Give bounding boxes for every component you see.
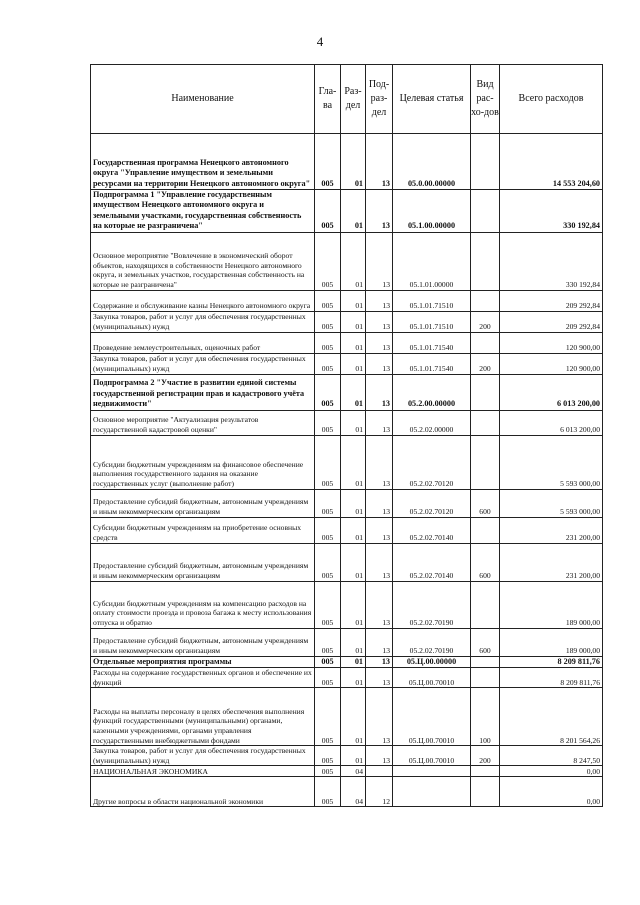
cell-vid — [471, 134, 500, 190]
cell-razdel: 01 — [341, 190, 366, 233]
cell-podrazdel: 13 — [366, 232, 393, 290]
cell-total: 5 593 000,00 — [500, 489, 603, 517]
cell-total: 8 209 811,76 — [500, 656, 603, 667]
cell-razdel: 01 — [341, 517, 366, 543]
cell-article: 05.1.01.71540 — [393, 332, 471, 353]
cell-article: 05.2.02.70120 — [393, 435, 471, 489]
cell-name: Предоставление субсидий бюджетным, автономным учреждениям и иным некоммерческим организациям — [91, 543, 315, 581]
cell-name: Государственная программа Ненецкого автономного округа "Управление имуществом и земельными ресурсами на территории Ненецкого автономного округа" — [91, 134, 315, 190]
column-header-razdel: Раз-дел — [341, 65, 366, 134]
cell-name: Расходы на выплаты персоналу в целях обеспечения выполнения функций государственными (муниципальными) органами, казенными учреждениями, органами управления государственными внебюджетными фондами — [91, 688, 315, 746]
cell-glava: 005 — [315, 628, 341, 656]
cell-podrazdel: 13 — [366, 311, 393, 332]
cell-razdel: 01 — [341, 290, 366, 311]
column-header-glava: Гла-ва — [315, 65, 341, 134]
cell-glava: 005 — [315, 766, 341, 777]
cell-vid: 600 — [471, 543, 500, 581]
cell-article: 05.2.02.00000 — [393, 410, 471, 435]
table-row — [91, 232, 603, 290]
cell-podrazdel: 13 — [366, 688, 393, 746]
column-header-podrazdel: Под-раз-дел — [366, 65, 393, 134]
cell-podrazdel: 12 — [366, 777, 393, 807]
cell-glava: 005 — [315, 746, 341, 766]
cell-glava: 005 — [315, 311, 341, 332]
cell-glava: 005 — [315, 134, 341, 190]
cell-podrazdel: 13 — [366, 190, 393, 233]
cell-vid — [471, 581, 500, 628]
cell-razdel: 01 — [341, 668, 366, 688]
table-row — [91, 353, 603, 374]
table-body — [91, 134, 603, 807]
cell-name: Субсидии бюджетным учреждениям на финансовое обеспечение выполнения государственного задания на оказание государственных услуг (выполнение работ) — [91, 435, 315, 489]
table-row — [91, 435, 603, 489]
cell-total: 8 209 811,76 — [500, 668, 603, 688]
cell-podrazdel: 13 — [366, 332, 393, 353]
table-row — [91, 332, 603, 353]
cell-name: Закупка товаров, работ и услуг для обеспечения государственных (муниципальных) нужд — [91, 311, 315, 332]
cell-total: 120 900,00 — [500, 332, 603, 353]
cell-razdel: 01 — [341, 581, 366, 628]
cell-razdel: 04 — [341, 777, 366, 807]
cell-glava: 005 — [315, 232, 341, 290]
cell-vid: 100 — [471, 688, 500, 746]
cell-vid — [471, 290, 500, 311]
cell-podrazdel: 13 — [366, 517, 393, 543]
column-header-vid: Вид рас-хо-дов — [471, 65, 500, 134]
table-row — [91, 374, 603, 410]
cell-article: 05.2.02.70140 — [393, 517, 471, 543]
cell-total: 0,00 — [500, 777, 603, 807]
cell-name: Подпрограмма 2 "Участие в развитии единой системы государственной регистрации прав и кадастрового учёта недвижимости" — [91, 374, 315, 410]
cell-total: 6 013 200,00 — [500, 374, 603, 410]
cell-podrazdel — [366, 766, 393, 777]
cell-glava: 005 — [315, 374, 341, 410]
table-row — [91, 190, 603, 233]
cell-glava: 005 — [315, 777, 341, 807]
cell-razdel: 01 — [341, 688, 366, 746]
cell-glava: 005 — [315, 410, 341, 435]
cell-article: 05.Ц.00.70010 — [393, 746, 471, 766]
cell-podrazdel: 13 — [366, 746, 393, 766]
cell-vid — [471, 766, 500, 777]
cell-glava: 005 — [315, 581, 341, 628]
cell-podrazdel: 13 — [366, 134, 393, 190]
cell-vid — [471, 435, 500, 489]
cell-article: 05.Ц.00.70010 — [393, 688, 471, 746]
cell-name: Подпрограмма 1 "Управление государственным имуществом Ненецкого автономного округа и земельными участками, государственная собственность на которые не разграничена" — [91, 190, 315, 233]
cell-glava: 005 — [315, 688, 341, 746]
cell-podrazdel: 13 — [366, 668, 393, 688]
cell-podrazdel: 13 — [366, 628, 393, 656]
table-row — [91, 489, 603, 517]
cell-name: Другие вопросы в области национальной экономики — [91, 777, 315, 807]
cell-podrazdel: 13 — [366, 581, 393, 628]
cell-razdel: 04 — [341, 766, 366, 777]
cell-glava: 005 — [315, 332, 341, 353]
cell-vid: 200 — [471, 746, 500, 766]
cell-vid — [471, 232, 500, 290]
cell-glava: 005 — [315, 656, 341, 667]
cell-vid — [471, 190, 500, 233]
cell-glava: 005 — [315, 435, 341, 489]
cell-total: 189 000,00 — [500, 628, 603, 656]
cell-podrazdel: 13 — [366, 435, 393, 489]
page-number: 4 — [316, 34, 324, 49]
cell-vid: 600 — [471, 489, 500, 517]
cell-razdel: 01 — [341, 332, 366, 353]
cell-name: Отдельные мероприятия программы — [91, 656, 315, 667]
cell-razdel: 01 — [341, 353, 366, 374]
table-row — [91, 311, 603, 332]
column-header-total: Всего расходов — [500, 65, 603, 134]
cell-vid — [471, 777, 500, 807]
cell-article: 05.2.02.70190 — [393, 581, 471, 628]
cell-name: Проведение землеустроительных, оценочных работ — [91, 332, 315, 353]
cell-glava: 005 — [315, 353, 341, 374]
cell-razdel: 01 — [341, 232, 366, 290]
cell-glava: 005 — [315, 543, 341, 581]
cell-razdel: 01 — [341, 374, 366, 410]
cell-total: 231 200,00 — [500, 543, 603, 581]
cell-vid — [471, 332, 500, 353]
cell-article — [393, 766, 471, 777]
cell-razdel: 01 — [341, 489, 366, 517]
table-row — [91, 746, 603, 766]
cell-glava: 005 — [315, 489, 341, 517]
cell-podrazdel: 13 — [366, 374, 393, 410]
cell-total: 209 292,84 — [500, 290, 603, 311]
cell-podrazdel: 13 — [366, 353, 393, 374]
cell-glava: 005 — [315, 668, 341, 688]
cell-article: 05.2.00.00000 — [393, 374, 471, 410]
cell-vid: 200 — [471, 311, 500, 332]
cell-name: Предоставление субсидий бюджетным, автономным учреждениям и иным некоммерческим организациям — [91, 628, 315, 656]
table-row — [91, 628, 603, 656]
cell-razdel: 01 — [341, 628, 366, 656]
cell-article: 05.1.01.00000 — [393, 232, 471, 290]
cell-vid — [471, 656, 500, 667]
cell-name: Основное мероприятие "Актуализация результатов государственной кадастровой оценки" — [91, 410, 315, 435]
table-row — [91, 134, 603, 190]
cell-vid — [471, 517, 500, 543]
cell-article: 05.2.02.70190 — [393, 628, 471, 656]
cell-total: 0,00 — [500, 766, 603, 777]
cell-article: 05.Ц.00.00000 — [393, 656, 471, 667]
cell-glava: 005 — [315, 290, 341, 311]
cell-article: 05.1.01.71510 — [393, 311, 471, 332]
cell-article: 05.2.02.70120 — [393, 489, 471, 517]
table-row — [91, 668, 603, 688]
cell-glava: 005 — [315, 190, 341, 233]
table-row — [91, 766, 603, 777]
table-row — [91, 656, 603, 667]
cell-vid: 600 — [471, 628, 500, 656]
cell-razdel: 01 — [341, 435, 366, 489]
cell-article: 05.Ц.00.70010 — [393, 668, 471, 688]
table-row — [91, 581, 603, 628]
cell-total: 209 292,84 — [500, 311, 603, 332]
cell-total: 14 553 204,60 — [500, 134, 603, 190]
cell-razdel: 01 — [341, 656, 366, 667]
cell-total: 8 201 564,26 — [500, 688, 603, 746]
cell-podrazdel: 13 — [366, 543, 393, 581]
cell-total: 120 900,00 — [500, 353, 603, 374]
column-header-name: Наименование — [91, 65, 315, 134]
table-row — [91, 290, 603, 311]
budget-table — [90, 64, 603, 807]
cell-vid — [471, 410, 500, 435]
column-header-article: Целевая статья — [393, 65, 471, 134]
table-row — [91, 543, 603, 581]
cell-total: 330 192,84 — [500, 232, 603, 290]
cell-name: Субсидии бюджетным учреждениям на приобретение основных средств — [91, 517, 315, 543]
cell-name: Закупка товаров, работ и услуг для обеспечения государственных (муниципальных) нужд — [91, 746, 315, 766]
cell-article: 05.1.00.00000 — [393, 190, 471, 233]
cell-name: Содержание и обслуживание казны Ненецкого автономного округа — [91, 290, 315, 311]
table-row — [91, 777, 603, 807]
table-row — [91, 410, 603, 435]
cell-total: 6 013 200,00 — [500, 410, 603, 435]
cell-name: Расходы на содержание государственных органов и обеспечение их функций — [91, 668, 315, 688]
cell-total: 330 192,84 — [500, 190, 603, 233]
cell-article — [393, 777, 471, 807]
cell-vid — [471, 668, 500, 688]
cell-article: 05.1.01.71510 — [393, 290, 471, 311]
cell-total: 189 000,00 — [500, 581, 603, 628]
cell-name: НАЦИОНАЛЬНАЯ ЭКОНОМИКА — [91, 766, 315, 777]
cell-razdel: 01 — [341, 746, 366, 766]
table-row — [91, 688, 603, 746]
cell-vid: 200 — [471, 353, 500, 374]
cell-razdel: 01 — [341, 543, 366, 581]
cell-podrazdel: 13 — [366, 489, 393, 517]
cell-total: 8 247,50 — [500, 746, 603, 766]
cell-total: 5 593 000,00 — [500, 435, 603, 489]
cell-vid — [471, 374, 500, 410]
table-header-row — [91, 65, 603, 134]
cell-total: 231 200,00 — [500, 517, 603, 543]
cell-razdel: 01 — [341, 134, 366, 190]
cell-podrazdel: 13 — [366, 410, 393, 435]
table-row — [91, 517, 603, 543]
cell-razdel: 01 — [341, 311, 366, 332]
cell-glava: 005 — [315, 517, 341, 543]
cell-article: 05.1.01.71540 — [393, 353, 471, 374]
cell-name: Предоставление субсидий бюджетным, автономным учреждениям и иным некоммерческим организациям — [91, 489, 315, 517]
cell-name: Закупка товаров, работ и услуг для обеспечения государственных (муниципальных) нужд — [91, 353, 315, 374]
cell-podrazdel: 13 — [366, 656, 393, 667]
cell-article: 05.2.02.70140 — [393, 543, 471, 581]
cell-name: Основное мероприятие "Вовлечение в экономический оборот объектов, находящихся в собственности Ненецкого автономного округа, и земельных участков, государственная собственность на которые не разграничена" — [91, 232, 315, 290]
cell-razdel: 01 — [341, 410, 366, 435]
cell-podrazdel: 13 — [366, 290, 393, 311]
cell-name: Субсидии бюджетным учреждениям на компенсацию расходов на оплату стоимости проезда и провоза багажа к месту использования отпуска и обратно — [91, 581, 315, 628]
cell-article: 05.0.00.00000 — [393, 134, 471, 190]
